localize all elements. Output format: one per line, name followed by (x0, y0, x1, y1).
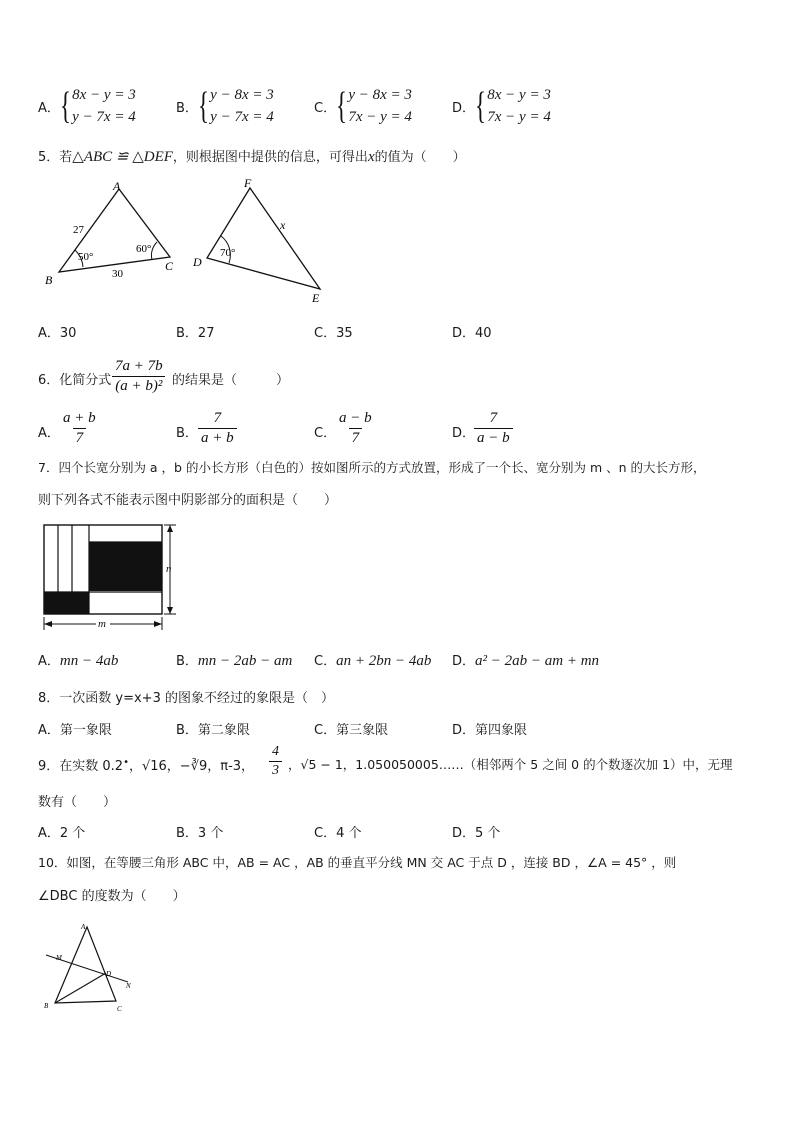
q9-stem-line2: 数有（ ） (38, 795, 117, 810)
equation: y − 8x = 3 (210, 87, 274, 103)
q9-option-a[interactable]: A．2 个 (38, 826, 86, 841)
q7-rectangles-figure (38, 520, 183, 632)
q7-option-b[interactable]: B．mn − 2ab − am (176, 653, 293, 669)
vertex-label-c: C (117, 1005, 122, 1013)
triangle-abc (45, 179, 174, 287)
vertex-label-a: A (81, 923, 86, 931)
q4-option-d[interactable]: D． { 8x − y = 3 7x − y = 4 (452, 85, 551, 127)
left-brace-icon: { (475, 85, 486, 127)
q6-stem-prefix: 6．化简分式 (38, 373, 112, 388)
q9-option-b[interactable]: B．3 个 (176, 826, 224, 841)
q10-stem-line2: ∠DBC 的度数为（ ） (38, 889, 186, 904)
vertex-label-b: B (45, 273, 53, 287)
q8-option-b[interactable]: B．第二象限 (176, 723, 250, 738)
q6-stem-suffix: 的结果是（ ） (172, 373, 290, 388)
left-brace-icon: { (336, 85, 348, 127)
point-label-n: N (126, 982, 131, 990)
triangle-abc (55, 927, 116, 1003)
q5-option-d[interactable]: D．40 (452, 326, 492, 341)
equation: 8x − y = 3 (72, 87, 136, 103)
side-label-ab: 27 (73, 224, 84, 236)
shaded-region-bottom (44, 592, 89, 614)
dimension-label-n: n (166, 563, 172, 575)
q4-option-a[interactable]: A． { 8x − y = 3 y − 7x = 4 (38, 85, 136, 127)
vertex-label-c: C (165, 259, 174, 273)
vertex-label-d: D (106, 970, 112, 978)
repeating-dot-icon: • (123, 757, 129, 768)
q9-stem-tail: ，√5 − 1，1.050050005……（相邻两个 5 之间 0 的个数逐次加 1）中，无理 (288, 757, 733, 772)
q5-option-b[interactable]: B．27 (176, 326, 215, 341)
q4-option-c[interactable]: C． { y − 8x = 3 7x − y = 4 (314, 85, 412, 127)
angle-label-b: 50° (78, 251, 94, 263)
q6-option-c[interactable]: $\frac{a - b}{7}$ (339, 410, 372, 446)
q7-option-c[interactable]: C．an + 2bn − 4ab (314, 653, 432, 669)
side-label-bc: 30 (112, 268, 123, 280)
equation: y − 7x = 4 (210, 109, 274, 125)
q5-option-c[interactable]: C．35 (314, 326, 353, 341)
q4-option-b[interactable]: B． { y − 8x = 3 y − 7x = 4 (176, 85, 274, 127)
q7-option-a[interactable]: A．mn − 4ab (38, 653, 119, 669)
vertex-label-e: E (312, 291, 320, 305)
q8-stem: 8．一次函数 y=x+3 的图象不经过的象限是（ ） (38, 691, 334, 706)
q8-option-d[interactable]: D．第四象限 (452, 723, 528, 738)
q9-stem-line1: 9．在实数 0.2•，√16，−∛9，π-3， (38, 757, 255, 774)
left-brace-icon: { (59, 85, 71, 127)
shaded-region-top (89, 542, 162, 591)
q7-stem-line1: 7．四个长宽分别为 a ，b 的小长方形（白色的）按如图所示的方式放置，形成了一个长、宽分别为 m 、n 的大长方形， (38, 460, 706, 475)
vertex-label-b: B (44, 1002, 49, 1010)
equation: 7x − y = 4 (348, 109, 412, 125)
q9-option-d[interactable]: D．5 个 (452, 826, 501, 841)
q8-option-c[interactable]: C．第三象限 (314, 723, 389, 738)
equation: 8x − y = 3 (487, 87, 551, 103)
q9-option-c[interactable]: C．4 个 (314, 826, 362, 841)
q5-triangles-figure (40, 176, 340, 306)
angle-label-c: 60° (136, 243, 152, 255)
q7-option-d[interactable]: D．a² − 2ab − am + mn (452, 653, 600, 669)
equation: 7x − y = 4 (487, 109, 551, 125)
q6-option-a[interactable]: $\frac{a + b}{7}$ (63, 410, 96, 446)
vertex-label-f: F (244, 176, 252, 190)
q10-stem-line1: 10．如图，在等腰三角形 ABC 中，AB = AC ，AB 的垂直平分线 MN 交 AC 于点 D ，连接 BD ，∠A = 45° ，则 (38, 855, 677, 870)
q10-triangle-figure (38, 920, 148, 1015)
vertex-label-d: D (193, 255, 202, 269)
q8-option-a[interactable]: A．第一象限 (38, 723, 112, 738)
side-label-fe: x (280, 218, 286, 232)
q6-option-b[interactable]: $\frac{7}{a + b}$ (198, 410, 237, 447)
triangle-def (192, 176, 320, 305)
q7-stem-line2: 则下列各式不能表示图中阴影部分的面积是（ ） (38, 493, 338, 508)
q5-option-a[interactable]: A．30 (38, 326, 77, 341)
vertex-label-a: A (113, 179, 121, 193)
q6-fraction: $\frac{7a + 7b}{\text{(a + b)²}}$ (112, 358, 166, 395)
q5-stem: 5．若△ABC ≌ △DEF，则根据图中提供的信息，可得出x的值为（ ） (38, 149, 466, 165)
worksheet-page: A． { 8x − y = 3 y − 7x = 4 B． { y − 8x = 3 y − 7x = 4 C． { y − 8x = 3 7x − y = 4 D． { 8x − y = 3 7x − y = 4 5．若△ABC ≌ △DEF，则根据图中提供的信息，可得出x的值为（ ） A B C 27 30 50° 60° F D E x 70° A．30 B．27 C．35 D．40 6．化简分式 $\frac{7a + 7b}{\text{(a + b)²}}$ 的结果是（ ） A． $\frac{a + b}{7}$ B． $\frac{7}{a + b}$ C． $\frac{a - b}{7}$ D． $\frac{7}{a - b}$ 7．四个长宽分别为 a ，b 的小长方形（白色的）按如图所示的方式放置，形成了一个长、宽分别为 m 、n 的大长方形， 则下列各式不能表示图中阴影部分的面积是（ ） n m A．mn − 4ab B．mn − 2ab − am C．an + 2bn − 4ab D．a² − 2ab − am + mn 8．一次函数 y=x+3 的图象不经过的象限是（ ） A．第一象限 B．第二象限 C．第三象限 D．第四象限 9．在实数 0.2•，√16，−∛9，π-3， $\frac{4}{3}$ ，√5 − 1，1.050050005……（相邻两个 5 之间 0 的个数逐次加 1）中，无理 数有（ ） A．2 个 B．3 个 C．4 个 D．5 个 10．如图，在等腰三角形 ABC 中，AB = AC ，AB 的垂直平分线 MN 交 AC 于点 D ，连接 BD ，∠A = 45° ，则 ∠DBC 的度数为（ ） A B C D M N (38, 85, 733, 1013)
equation: y − 8x = 3 (348, 87, 412, 103)
dimension-label-m: m (98, 618, 106, 630)
left-brace-icon: { (197, 85, 209, 127)
angle-label-d: 70° (220, 247, 236, 259)
equation: y − 7x = 4 (72, 109, 136, 125)
q6-option-d[interactable]: $\frac{7}{a - b}$ (474, 410, 513, 447)
point-label-m: M (56, 954, 62, 962)
segment-bd (55, 973, 106, 1003)
q9-fraction: $\frac{4}{3}$ (269, 744, 282, 779)
